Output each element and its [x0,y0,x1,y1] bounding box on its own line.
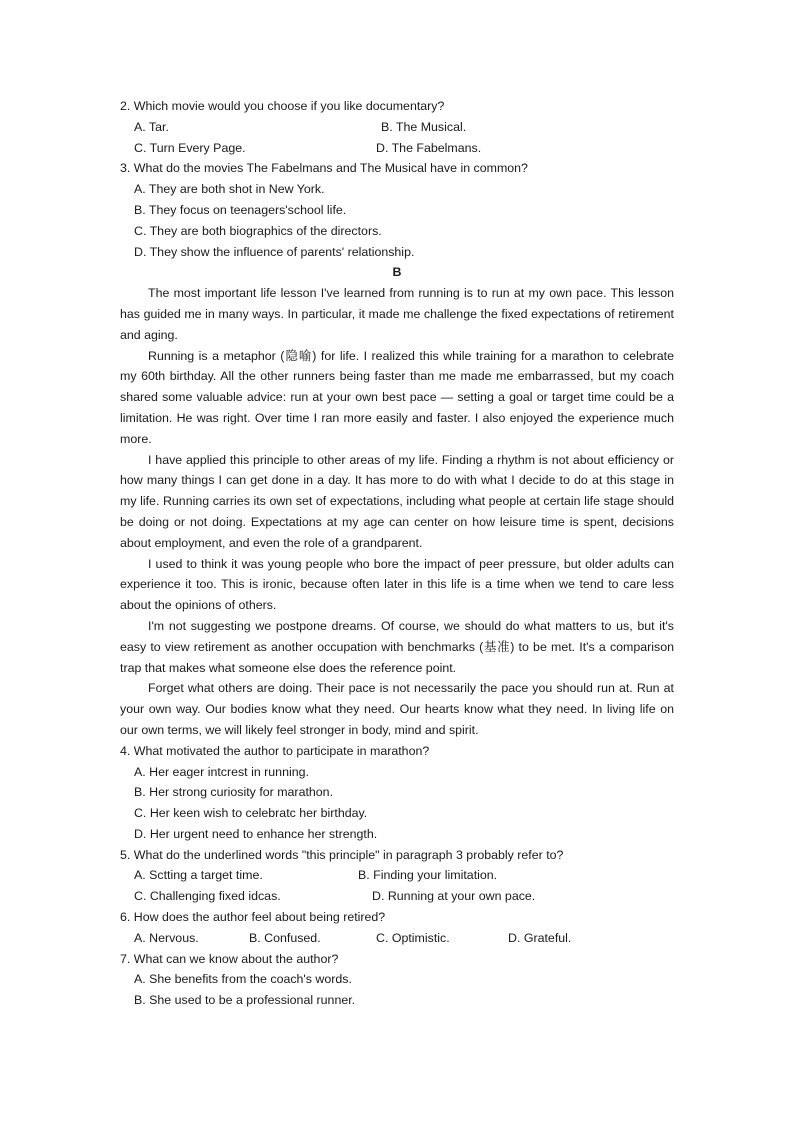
option-6c[interactable]: C. Optimistic. [376,930,450,945]
option-2c[interactable]: C. Turn Every Page. [134,140,246,155]
option-4a[interactable]: A. Her eager intcrest in running. [134,764,309,779]
option-3a[interactable]: A. They are both shot in New York. [134,182,325,197]
option-5a[interactable]: A. Sctting a target time. [134,868,263,883]
option-3c[interactable]: C. They are both biographics of the directors. [134,223,382,238]
option-4b[interactable]: B. Her strong curiosity for marathon. [134,785,334,800]
option-4c[interactable]: C. Her keen wish to celebratc her birthday. [134,806,368,821]
option-3d[interactable]: D. They show the influence of parents' relationship. [134,244,415,259]
question-3-stem: 3. What do the movies The Fabelmans and The Musical have in common? [120,161,528,176]
question-4-stem: 4. What motivated the author to participate in marathon? [120,743,430,758]
question-6-options-row [120,928,674,949]
passage-paragraph-2: Running is a metaphor (隐喻) for life. I realized this while training for a marathon to celebrate my 60th birthday. All the other runners being faster than me made me embarrassed, but my coach shared some valuable advice: run at your own best pace — setting a goal or target time could be a limitation. He was right. Over time I ran more easily and faster. I also enjoyed the experience much more. [120,348,674,446]
passage-paragraph-3: I have applied this principle to other areas of my life. Finding a rhythm is not about efficiency or how many things I can get done in a day. It has more to do with what I decide to do at this stage in my life. Running carries its own set of expectations, including what people at certain life stage should be doing or not doing. Expectations at my age can center on how leisure time is spent, decisions about employment, and even the role of a grandparent. [120,452,674,550]
option-4d[interactable]: D. Her urgent need to enhance her strength. [134,826,378,841]
option-7a[interactable]: A. She benefits from the coach's words. [134,972,352,987]
option-5d[interactable]: D. Running at your own pace. [372,889,536,904]
question-5-stem: 5. What do the underlined words "this principle" in paragraph 3 probably refer to? [120,847,564,862]
passage-paragraph-5: I'm not suggesting we postpone dreams. Of course, we should do what matters to us, but it's easy to view retirement as another occupation with benchmarks (基准) to be met. It's a comparison trap that makes what someone else does the reference point. [120,618,674,675]
question-5-options-row2 [120,886,674,907]
question-2-options-row1 [120,117,674,138]
option-6d[interactable]: D. Grateful. [508,930,572,945]
section-heading-b: B [392,265,402,280]
question-5-options-row1 [120,865,674,886]
option-2d[interactable]: D. The Fabelmans. [376,140,482,155]
exam-page [120,96,674,1011]
option-6a[interactable]: A. Nervous. [134,930,199,945]
question-2-options-row2 [120,138,674,159]
question-2-stem: 2. Which movie would you choose if you like documentary? [120,99,445,113]
option-7b[interactable]: B. She used to be a professional runner. [134,993,356,1008]
option-2b[interactable]: B. The Musical. [381,119,467,134]
option-6b[interactable]: B. Confused. [249,930,321,945]
passage-paragraph-4: I used to think it was young people who bore the impact of peer pressure, but older adults can experience it too. This is ironic, because often later in this life is a time when we tend to care less about the opinions of others. [120,556,674,613]
option-2a[interactable]: A. Tar. [134,119,169,134]
passage-paragraph-6: Forget what others are doing. Their pace is not necessarily the pace you should run at. Run at your own way. Our bodies know what they need. Our hearts know what they need. In living life on our own terms, we will likely feel stronger in body, mind and spirit. [120,681,674,737]
option-5c[interactable]: C. Challenging fixed idcas. [134,889,281,904]
question-7-stem: 7. What can we know about the author? [120,951,339,966]
question-6-stem: 6. How does the author feel about being retired? [120,910,386,925]
passage-paragraph-1: The most important life lesson I've learned from running is to run at my own pace. This lesson has guided me in many ways. In particular, it made me challenge the fixed expectations of retirement and aging. [120,286,674,342]
option-3b[interactable]: B. They focus on teenagers'school life. [134,202,347,217]
option-5b[interactable]: B. Finding your limitation. [358,868,498,883]
